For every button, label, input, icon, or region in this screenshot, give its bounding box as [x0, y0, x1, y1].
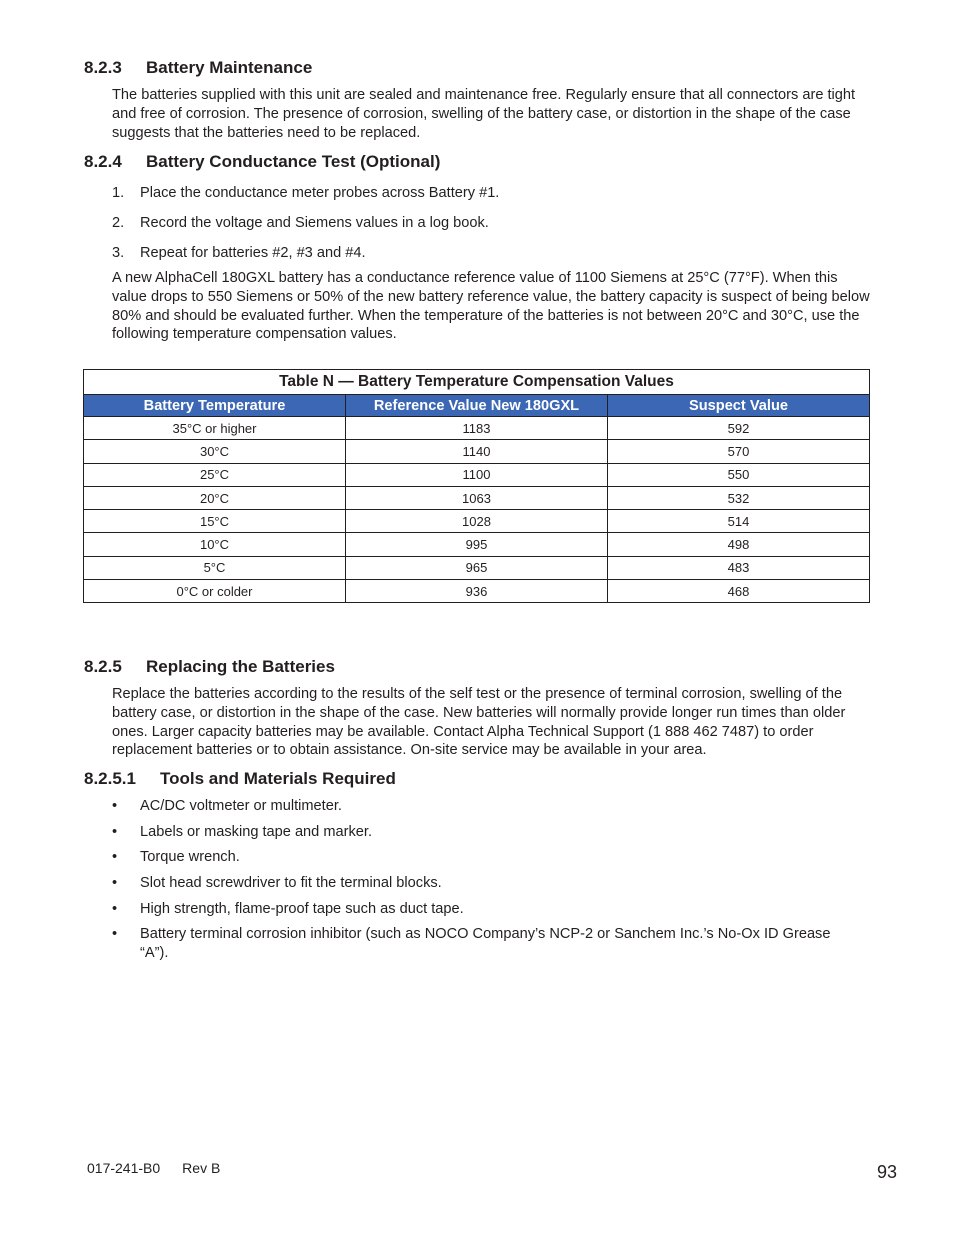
table-cell: 1063 — [346, 486, 608, 509]
table-cell: 468 — [608, 580, 870, 603]
table-cell: 483 — [608, 556, 870, 579]
table-cell: 570 — [608, 440, 870, 463]
table-cell: 15°C — [84, 510, 346, 533]
list-item-text: Battery terminal corrosion inhibitor (such as NOCO Company’s NCP-2 or Sanchem Inc.’s No-Ox ID Grease “A”). — [140, 926, 831, 961]
battery-maintenance-paragraph: The batteries supplied with this unit are sealed and maintenance free. Regularly ensure that all connectors are tight and free of corrosion. The presence of corrosion, swelling of the battery case, or distortion in the shape of the case suggests that the batteries need to be replaced. — [112, 87, 856, 141]
list-item-text: Labels or masking tape and marker. — [140, 824, 373, 840]
list-item-tool — [112, 925, 840, 963]
bullet-icon: • — [112, 798, 118, 814]
table-row — [84, 486, 870, 509]
section-title: Battery Conductance Test (Optional) — [146, 152, 441, 171]
table-cell: 936 — [346, 580, 608, 603]
bullet-icon: • — [112, 849, 118, 865]
list-item-tool — [112, 823, 840, 842]
table-cell: 10°C — [84, 533, 346, 556]
table-cell: 995 — [346, 533, 608, 556]
list-item-step-1 — [112, 184, 840, 203]
table-cell: 498 — [608, 533, 870, 556]
list-item-text: Slot head screwdriver to fit the terminal blocks. — [140, 875, 442, 891]
table-caption: Table N — Battery Temperature Compensation Values — [84, 370, 870, 395]
table-row — [84, 580, 870, 603]
table-cell: 35°C or higher — [84, 417, 346, 440]
table-row — [84, 417, 870, 440]
document-number: 017-241-B0 — [87, 1160, 161, 1176]
column-header: Suspect Value — [608, 395, 870, 417]
list-marker: 1. — [112, 185, 125, 201]
list-item-tool — [112, 848, 840, 867]
table-cell: 25°C — [84, 463, 346, 486]
list-item-tool — [112, 900, 840, 919]
table-cell: 1140 — [346, 440, 608, 463]
table-cell: 965 — [346, 556, 608, 579]
page-number: 93 — [877, 1162, 898, 1182]
table-cell: 5°C — [84, 556, 346, 579]
table-row — [84, 463, 870, 486]
list-item-text: AC/DC voltmeter or multimeter. — [140, 798, 342, 814]
table-row — [84, 533, 870, 556]
section-number: 8.2.5 — [84, 657, 122, 676]
page-footer — [87, 1160, 242, 1176]
section-heading-8-2-5-1 — [84, 769, 396, 789]
list-item-tool — [112, 874, 840, 893]
section-heading-8-2-5 — [84, 657, 335, 677]
section-title: Replacing the Batteries — [146, 657, 335, 676]
section-title: Battery Maintenance — [146, 58, 313, 77]
section-heading-8-2-4 — [84, 152, 440, 172]
table-cell: 0°C or colder — [84, 580, 346, 603]
table-row — [84, 556, 870, 579]
list-item-step-2 — [112, 214, 840, 233]
column-header: Battery Temperature — [84, 395, 346, 417]
replacing-batteries-paragraph: Replace the batteries according to the results of the self test or the presence of terminal corrosion, swelling of the battery case, or distortion in the shape of the case. New batteries will normally provide longer run times than older ones. Larger capacity batteries may be available. Contact Alpha Technical Support (1 888 462 7487) to order replacement batteries or to obtain assistance. On-site service may be available in your area. — [112, 686, 846, 759]
table-cell: 20°C — [84, 486, 346, 509]
section-heading-8-2-3 — [84, 58, 312, 78]
bullet-icon: • — [112, 901, 118, 917]
list-item-text: Torque wrench. — [140, 849, 240, 865]
table-cell: 1028 — [346, 510, 608, 533]
list-marker: 2. — [112, 215, 125, 231]
table-cell: 532 — [608, 486, 870, 509]
temperature-compensation-table — [83, 369, 870, 603]
table-cell: 514 — [608, 510, 870, 533]
table-header-row — [84, 395, 870, 417]
list-item-text: Record the voltage and Siemens values in a log book. — [140, 215, 489, 231]
list-item-text: Repeat for batteries #2, #3 and #4. — [140, 245, 366, 261]
bullet-icon: • — [112, 926, 118, 942]
section-number: 8.2.5.1 — [84, 769, 136, 788]
section-number: 8.2.3 — [84, 58, 122, 77]
column-header: Reference Value New 180GXL — [346, 395, 608, 417]
list-item-step-3 — [112, 244, 840, 263]
bullet-icon: • — [112, 824, 118, 840]
bullet-icon: • — [112, 875, 118, 891]
section-number: 8.2.4 — [84, 152, 122, 171]
revision-label: Rev B — [182, 1160, 221, 1176]
table-row — [84, 510, 870, 533]
section-title: Tools and Materials Required — [160, 769, 396, 788]
table-cell: 1100 — [346, 463, 608, 486]
list-marker: 3. — [112, 245, 125, 261]
table-cell: 1183 — [346, 417, 608, 440]
table-row — [84, 440, 870, 463]
table-cell: 550 — [608, 463, 870, 486]
conductance-paragraph: A new AlphaCell 180GXL battery has a conductance reference value of 1100 Siemens at 25°C (77°F). When this value drops to 550 Siemens or 50% of the new battery reference value, the battery capacity is suspect of being below 80% and should be evaluated further. When the temperature of the batteries is not between 20°C and 30°C, use the following temperature compensation values. — [112, 270, 870, 343]
list-item-text: High strength, flame-proof tape such as duct tape. — [140, 901, 464, 917]
list-item-text: Place the conductance meter probes across Battery #1. — [140, 185, 500, 201]
list-item-tool — [112, 797, 840, 816]
table-cell: 30°C — [84, 440, 346, 463]
table-cell: 592 — [608, 417, 870, 440]
